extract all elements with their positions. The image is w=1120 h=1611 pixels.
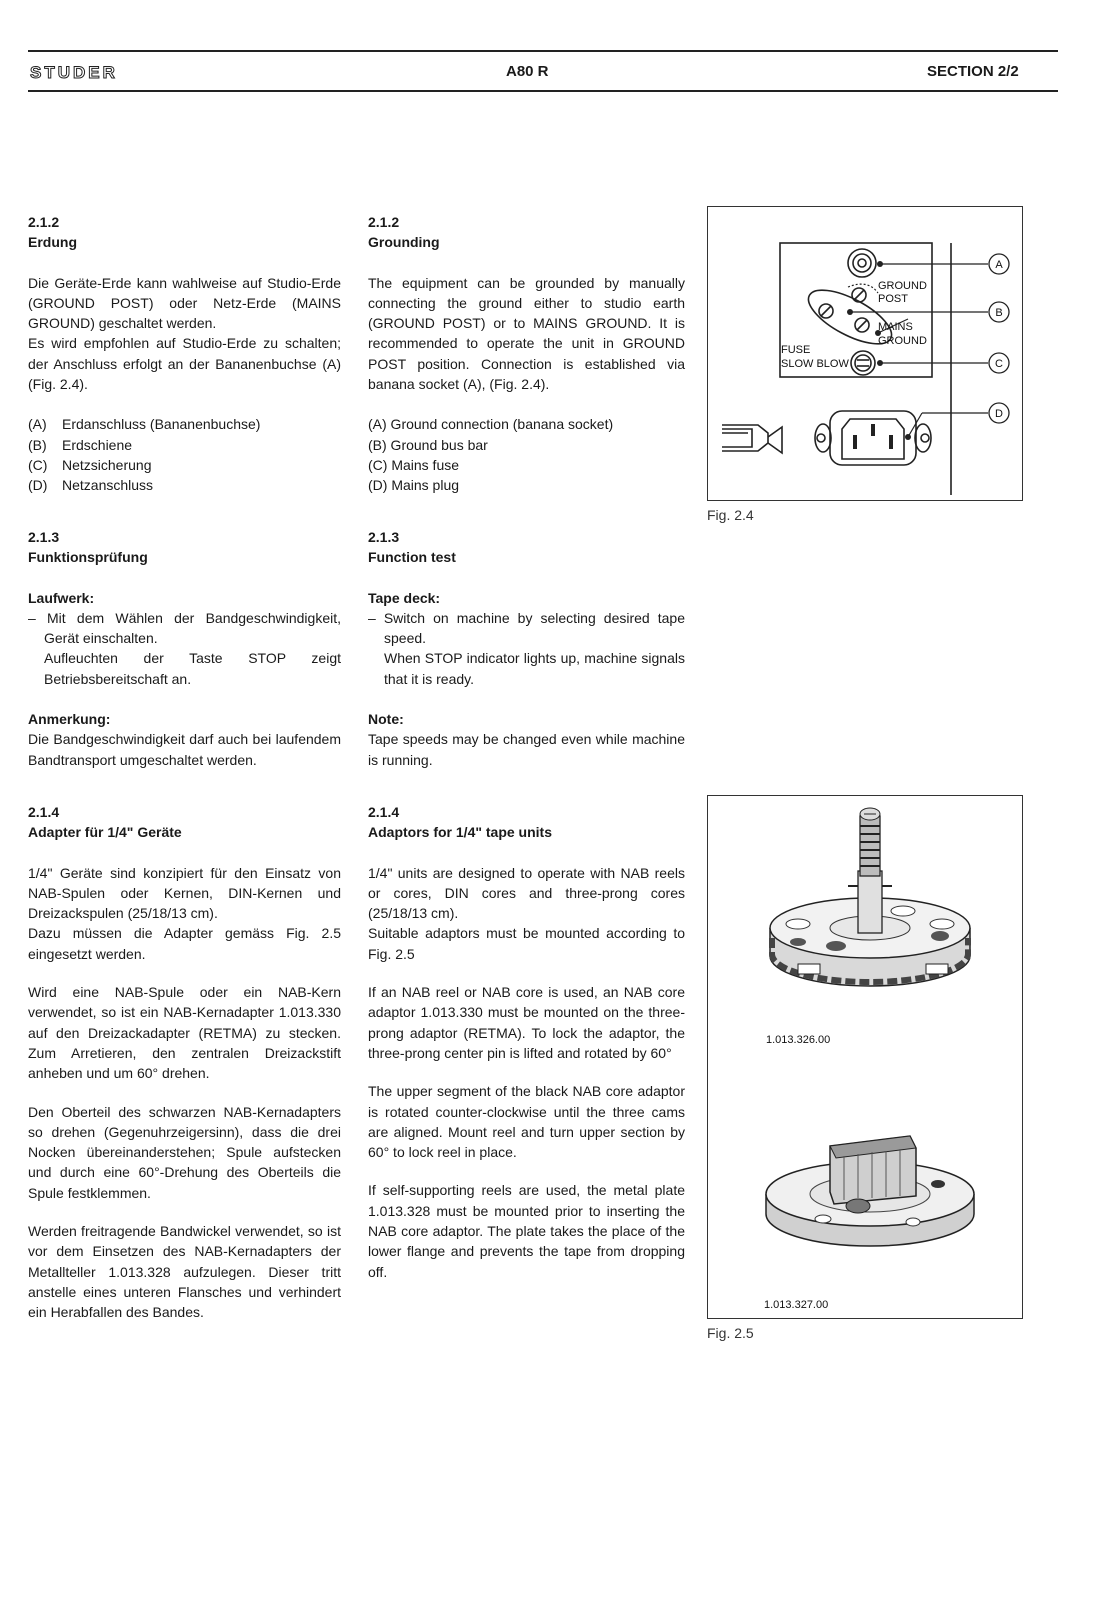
list-item: (B) Ground bus bar (368, 436, 488, 453)
grounding-en (368, 212, 685, 496)
paragraph: Suitable adaptors must be mounted according to Fig. 2.5 (368, 925, 685, 962)
paragraph: Die Geräte-Erde kann wahlweise auf Studio-Erde (GROUND POST) oder Netz-Erde (MAINS GROUND) geschaltet werden. (28, 274, 341, 332)
three-prong-adapter-image (770, 808, 970, 986)
paragraph: Werden freitragende Bandwickel verwendet, so ist vor dem Einsetzen des NAB-Kernadapters der Metallteller 1.013.328 aufzulegen. Dieser tritt anstelle eines unteren Flansches und verhindert ein Herabfallen des Bandes. (28, 1223, 341, 1321)
paragraph: The equipment can be grounded by manually connecting the ground either to studio earth (GROUND POST) or to MAINS GROUND. It is recommended to operate the unit in GROUND POST position. Connection is established via banana socket (A), (Fig. 2.4). (368, 274, 685, 393)
function-test-en (368, 527, 685, 770)
section-title: Adaptors for 1/4" tape units (368, 824, 552, 841)
subheading: Note: (368, 711, 404, 728)
callout-b: B (995, 307, 1003, 319)
paragraph: Die Bandgeschwindigkeit darf auch bei laufendem Bandtransport umgeschaltet werden. (28, 731, 341, 768)
legend-list (368, 414, 685, 495)
section-title: Funktionsprüfung (28, 549, 148, 566)
ground-post-label: GROUND (878, 280, 927, 292)
subheading: Anmerkung: (28, 711, 111, 728)
part-number-label: 1.013.327.00 (764, 1299, 829, 1311)
callout-a: A (995, 259, 1003, 271)
paragraph: Es wird empfohlen auf Studio-Erde zu schalten; der Anschluss erfolgt an der Bananenbuchse (A) (Fig. 2.4). (28, 335, 341, 393)
grounding-de (28, 212, 341, 496)
figure-2-4 (707, 206, 1023, 501)
list-item: (D) Netzanschluss (28, 477, 154, 494)
nab-core-adapter-image (766, 1136, 974, 1246)
legend-list (28, 414, 341, 495)
section-title: Grounding (368, 234, 440, 251)
paragraph: 1/4" Geräte sind konzipiert für den Einsatz von NAB-Spulen oder Kernen, DIN-Kernen und Dreizackspulen (25/18/13 cm). (28, 864, 341, 922)
figure-2-5 (707, 795, 1023, 1319)
paragraph: If an NAB reel or NAB core is used, an NAB core adaptor 1.013.330 must be mounted on the three-prong adaptor (RETMA). To lock the adaptor, the three-prong center pin is lifted and rotated by 60° (368, 984, 685, 1061)
adapters-de (28, 802, 341, 1323)
list-item: (C) Netzsicherung (28, 456, 152, 473)
function-test-de (28, 527, 341, 770)
header-top-rule (28, 50, 1058, 52)
paragraph: Dazu müssen die Adapter gemäss Fig. 2.5 eingesetzt werden. (28, 925, 341, 962)
subheading: Laufwerk: (28, 589, 95, 606)
section-number: 2.1.4 (368, 804, 400, 820)
model-title: A80 R (506, 63, 549, 80)
paragraph: If self-supporting reels are used, the metal plate 1.013.328 must be mounted prior to inserting the NAB core adaptor. The plate takes the place of the lower flange and prevents the tape from dropping off. (368, 1182, 685, 1280)
paragraph: When STOP indicator lights up, machine signals that it is ready. (384, 650, 685, 687)
section-number: 2.1.3 (368, 529, 400, 545)
ground-post-label-2: POST (878, 293, 908, 305)
header-bottom-rule (28, 90, 1058, 92)
list-item: (A) Ground connection (banana socket) (368, 416, 614, 433)
paragraph: Aufleuchten der Taste STOP zeigt Betriebsbereitschaft an. (44, 650, 341, 687)
grounding-panel-diagram (708, 207, 1022, 500)
figure-caption: Fig. 2.4 (707, 507, 754, 523)
section-title: Erdung (28, 234, 77, 251)
list-item: (B) Erdschiene (28, 436, 133, 453)
list-item: (A) Erdanschluss (Bananenbuchse) (28, 416, 261, 433)
callout-d: D (995, 408, 1003, 420)
section-number: 2.1.2 (368, 214, 400, 230)
section-number: 2.1.2 (28, 214, 60, 230)
mains-ground-label: MAINS (878, 321, 913, 333)
section-title: Function test (368, 549, 456, 566)
section-number: 2.1.4 (28, 804, 60, 820)
paragraph: The upper segment of the black NAB core adaptor is rotated counter-clockwise until the three cams are aligned. Mount reel and turn upper section by 60° to lock reel in place. (368, 1083, 685, 1161)
list-item: (C) Mains fuse (368, 456, 460, 473)
brand-logo: STUDER (30, 63, 118, 82)
adapters-en (368, 802, 685, 1282)
list-item: – Mit dem Wählen der Bandgeschwindigkeit, Gerät einschalten. (28, 609, 341, 647)
fuse-label: FUSE (781, 344, 811, 356)
part-number-label: 1.013.326.00 (766, 1034, 831, 1046)
figure-caption: Fig. 2.5 (707, 1325, 754, 1341)
section-number: 2.1.3 (28, 529, 60, 545)
callout-c: C (995, 358, 1003, 370)
list-item: (D) Mains plug (368, 477, 460, 494)
subheading: Tape deck: (368, 589, 441, 606)
slow-blow-label: SLOW BLOW (781, 358, 849, 370)
paragraph: Tape speeds may be changed even while machine is running. (368, 731, 685, 768)
mains-ground-label-2: GROUND (878, 335, 927, 347)
section-title: Adapter für 1/4" Geräte (28, 824, 182, 841)
paragraph: 1/4" units are designed to operate with NAB reels or cores, DIN cores and three-prong cores (25/18/13 cm). (368, 864, 685, 922)
paragraph: Wird eine NAB-Spule oder ein NAB-Kern verwendet, so ist ein NAB-Kernadapter 1.013.330 auf den Dreizackadapter (RETMA) zu stecken. Zum Arretieren, den zentralen Dreizackstift anheben und um 60° drehen. (28, 984, 341, 1082)
paragraph: Den Oberteil des schwarzen NAB-Kernadapters so drehen (Gegenuhrzeigersinn), dass die drei Nocken übereinanderstehen; Spule aufstecken und durch eine 60°-Drehung des Oberteils die Spule festklemmen. (28, 1103, 341, 1201)
section-label: SECTION 2/2 (927, 63, 1019, 80)
list-item: – Switch on machine by selecting desired tape speed. (368, 609, 685, 647)
adapter-photos (708, 796, 1022, 1318)
